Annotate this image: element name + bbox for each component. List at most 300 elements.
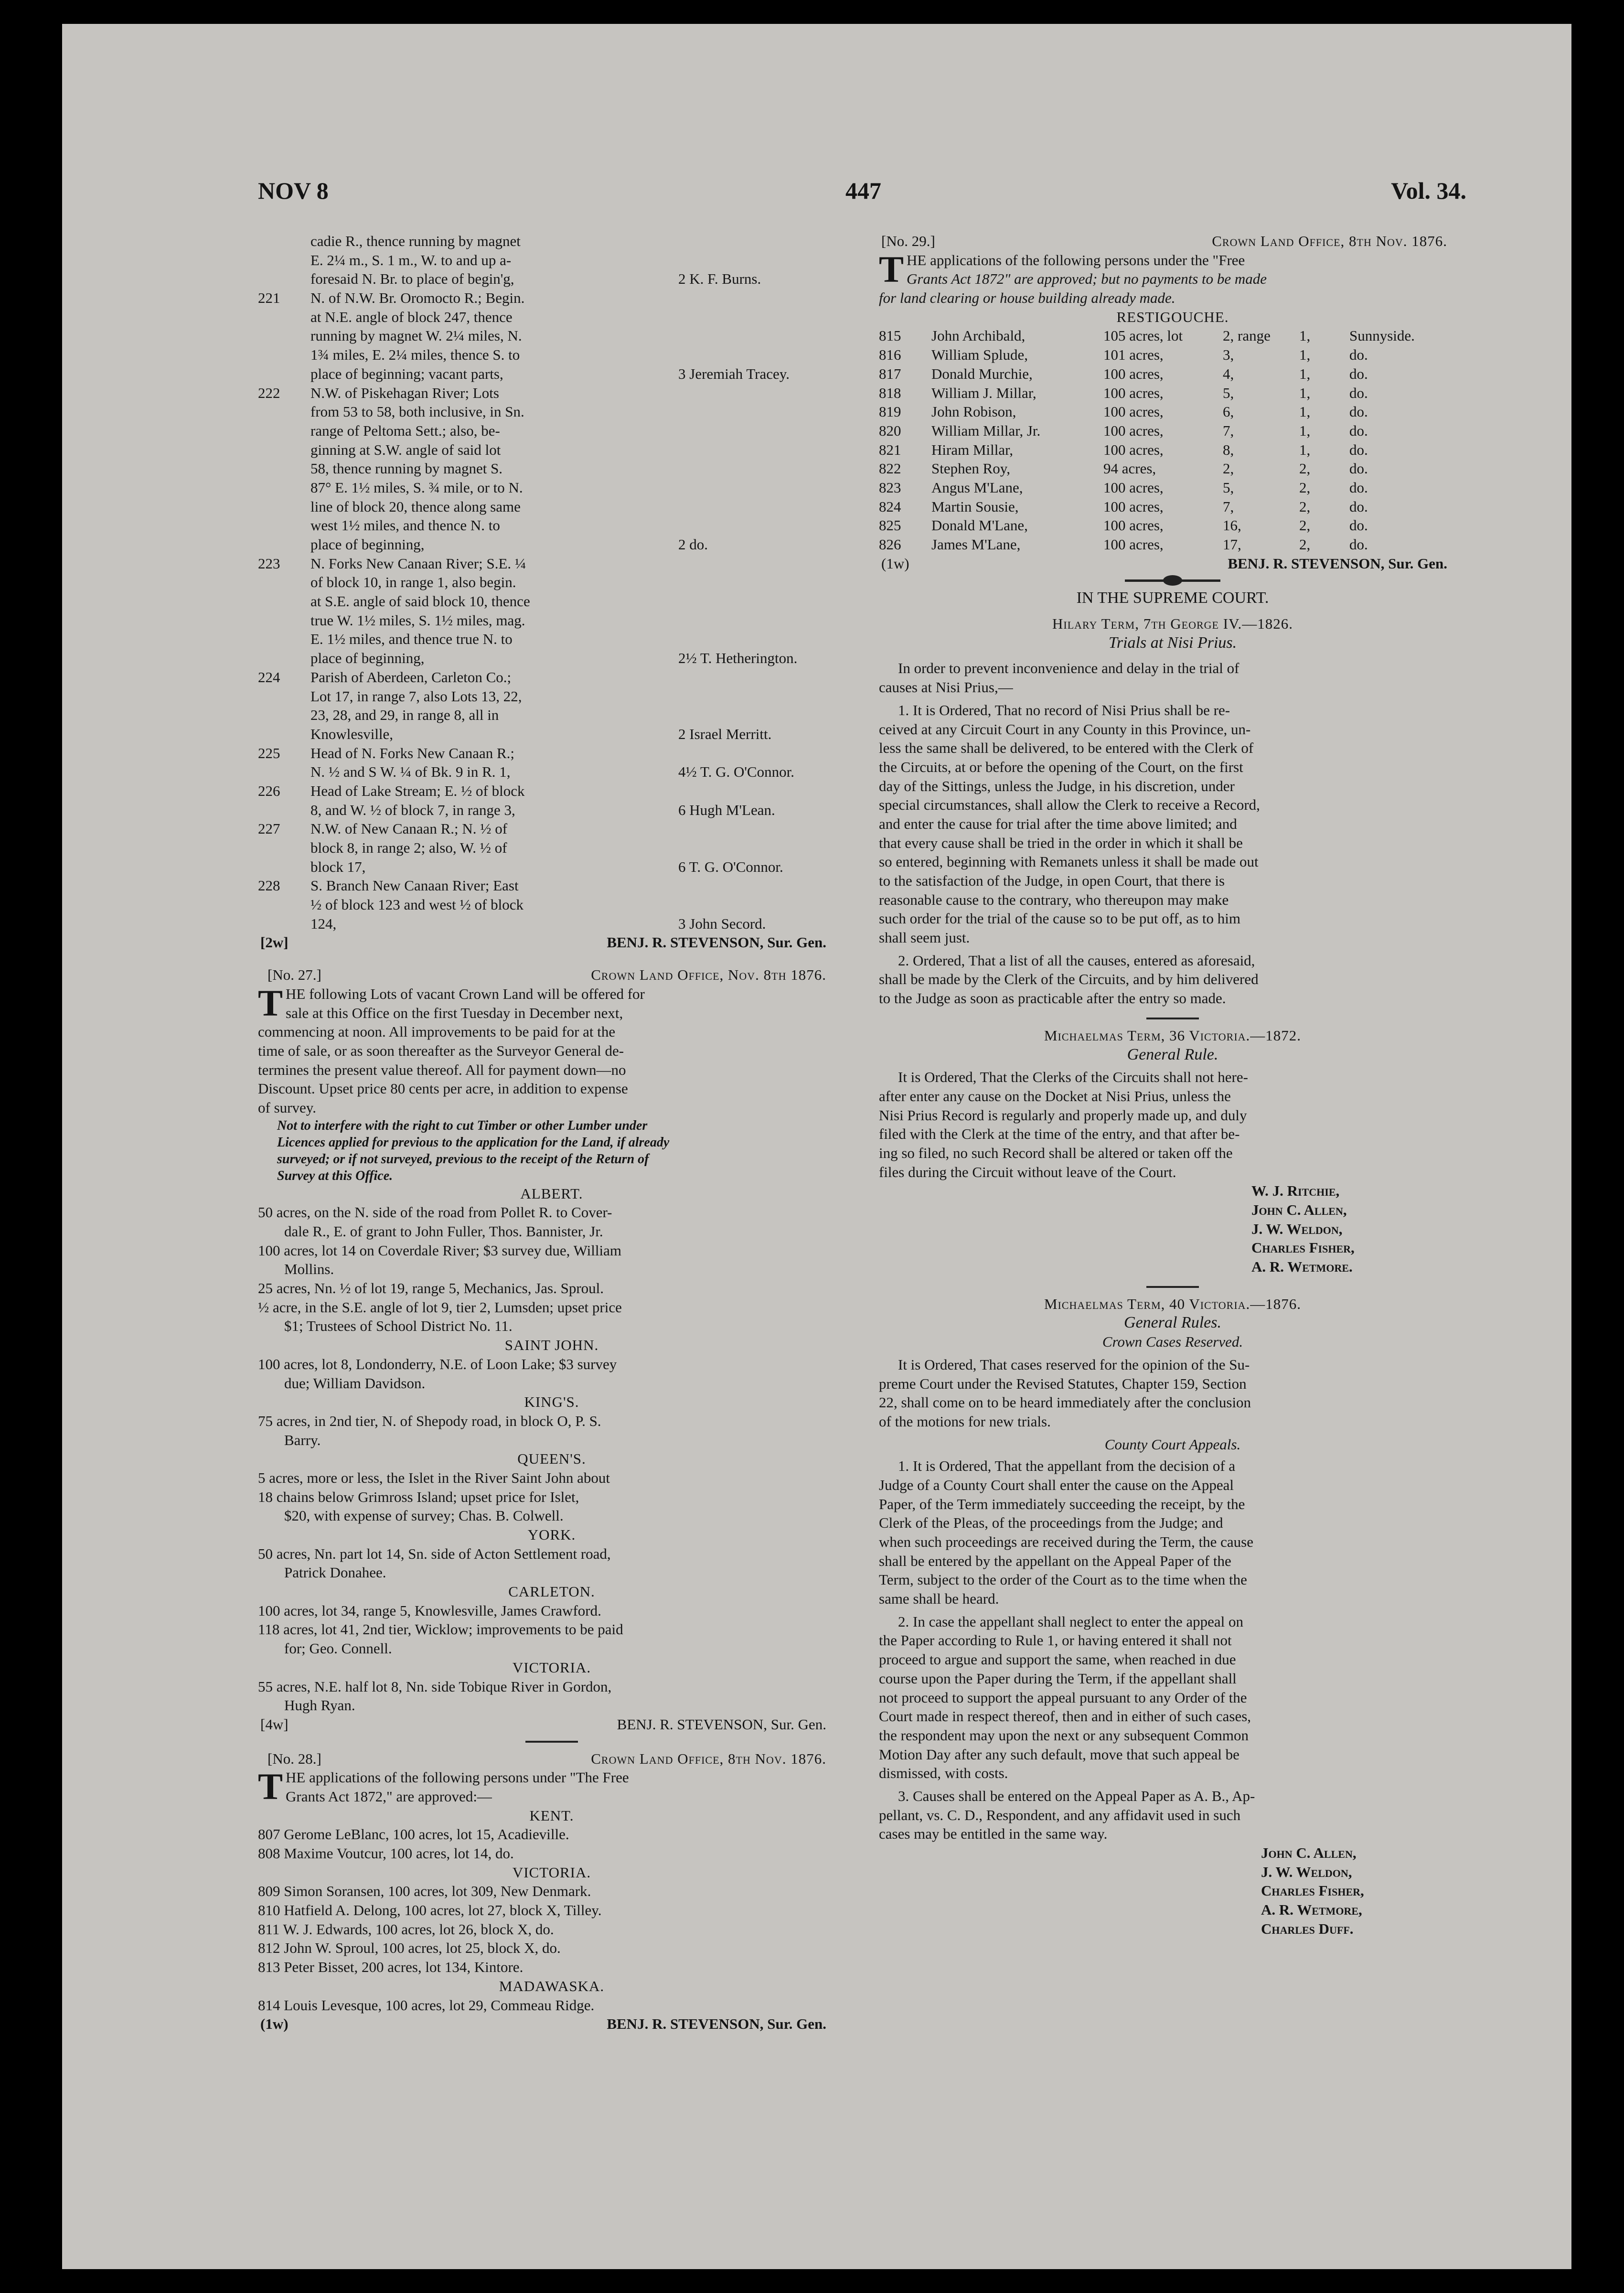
court-intro: [879, 659, 1466, 696]
rule-subheading: Trials at Nisi Prius.: [1108, 633, 1237, 652]
applicant-cell: 94 acres,: [1103, 460, 1156, 477]
text-line: It is Ordered, That cases reserved for the opinion of the Su-: [898, 1356, 1250, 1373]
judges-list: [1261, 1843, 1466, 1938]
notice-body: [879, 248, 1466, 308]
text-line: for; Geo. Connell.: [284, 1640, 392, 1657]
entry-number: 225: [258, 744, 280, 761]
text-line: place of beginning,: [310, 536, 425, 553]
text-line: W. J. Ritchie,: [1251, 1182, 1340, 1200]
applicant-cell: 100 acres,: [1103, 403, 1164, 420]
applicant-cell: 826: [879, 536, 901, 553]
continued-entry: [258, 232, 845, 289]
notice-note: [258, 1117, 845, 1184]
text-line: Nisi Prius Record is regularly and properly made up, and duly: [879, 1106, 1247, 1124]
text-line: place of beginning; vacant parts,: [310, 365, 503, 382]
text-line: Motion Day after any such default, move that such appeal be: [879, 1746, 1239, 1763]
signature-line: [258, 933, 845, 952]
applicant-cell: do.: [1349, 403, 1368, 420]
text-line: 18 chains below Grimross Island; upset price for Islet,: [258, 1488, 579, 1505]
lot-entry: [258, 876, 845, 933]
lot-entry: [258, 668, 845, 744]
applicant-cell: Sunnyside.: [1349, 327, 1415, 344]
text-line: Mollins.: [284, 1261, 334, 1278]
text-line: less the same shall be delivered, to be entered with the Clerk of: [879, 739, 1254, 757]
lot-entry: [258, 744, 845, 782]
signature-line: [258, 1715, 845, 1734]
text-line: to the satisfaction of the Judge, in open Court, that there is: [879, 872, 1225, 889]
entry-description: [310, 384, 673, 554]
applicant-cell: 2,: [1299, 460, 1311, 477]
text-line: causes at Nisi Prius,—: [879, 679, 1013, 696]
text-line: N. ½ and S W. ¼ of Bk. 9 in R. 1,: [310, 763, 511, 781]
county-heading: YORK.: [527, 1526, 576, 1543]
applicant-row: [879, 345, 1466, 364]
text-line: 23, 28, and 29, in range 8, all in: [310, 707, 499, 724]
applicant-cell: do.: [1349, 498, 1368, 515]
text-line: 1. It is Ordered, That the appellant from the decision of a: [898, 1457, 1236, 1475]
text-line: 2. In case the appellant shall neglect to enter the appeal on: [898, 1613, 1244, 1630]
applicant-cell: 824: [879, 498, 901, 515]
text-line: Head of N. Forks New Canaan R.;: [310, 744, 515, 761]
insertion-tag: (1w): [260, 2015, 288, 2033]
applicant-cell: 105 acres, lot: [1103, 327, 1183, 344]
text-line: block 8, in range 2; also, W. ½ of: [310, 839, 507, 856]
entry-description: [310, 782, 673, 819]
text-line: 124,: [310, 915, 337, 932]
applicant-cell: Hiram Millar,: [931, 441, 1013, 458]
text-line: so entered, beginning with Remanets unless it shall be made out: [879, 853, 1259, 870]
text-line: 118 acres, lot 41, 2nd tier, Wicklow; improvements to be paid: [258, 1621, 623, 1638]
text-line: It is Ordered, That the Clerks of the Circuits shall not here-: [898, 1069, 1248, 1086]
applicant-cell: 6,: [1223, 403, 1234, 420]
entry-grantee: 4½ T. G. O'Connor.: [678, 763, 794, 781]
text-line: Not to interfere with the right to cut Timber or other Lumber under: [277, 1118, 648, 1133]
text-line: at S.E. angle of said block 10, thence: [310, 593, 530, 610]
text-line: ginning at S.W. angle of said lot: [310, 441, 501, 458]
text-line: not proceed to support the appeal pursuant to any Order of the: [879, 1689, 1247, 1706]
appeal-rule-2: [879, 1612, 1466, 1783]
applicant-cell: do.: [1349, 536, 1368, 553]
applicant-cell: 823: [879, 479, 901, 496]
text-line: Grants Act 1872" are approved; but no payments to be made: [907, 270, 1267, 288]
rule-subheading: County Court Appeals.: [1104, 1436, 1241, 1453]
text-line: Discount. Upset price 80 cents per acre, in addition to expense: [258, 1080, 628, 1097]
text-line: files during the Circuit without leave of the Court.: [879, 1163, 1176, 1180]
text-line: A. R. Wetmore.: [1251, 1258, 1353, 1275]
applicant-cell: 100 acres,: [1103, 384, 1164, 401]
applicant-cell: 2,: [1299, 498, 1311, 515]
text-line: J. W. Weldon,: [1261, 1863, 1352, 1880]
text-line: 25 acres, Nn. ½ of lot 19, range 5, Mechanics, Jas. Sproul.: [258, 1280, 604, 1297]
lot-entry: [258, 819, 845, 876]
applicant-cell: 100 acres,: [1103, 441, 1164, 458]
entry-number: 226: [258, 782, 280, 799]
text-line: 809 Simon Soransen, 100 acres, lot 309, New Denmark.: [258, 1883, 591, 1900]
text-line: J. W. Weldon,: [1251, 1220, 1343, 1237]
text-line: true W. 1½ miles, S. 1½ miles, mag.: [310, 611, 525, 629]
term-heading: Hilary Term, 7th George IV.—1826.: [1052, 615, 1293, 632]
text-line: cases may be entitled in the same way.: [879, 1825, 1108, 1843]
text-line: 810 Hatfield A. Delong, 100 acres, lot 27, block X, Tilley.: [258, 1902, 602, 1919]
notice-body: [258, 1768, 845, 1806]
signature-line: [258, 2014, 845, 2034]
notice-header: [879, 232, 1466, 251]
text-line: at N.E. angle of block 247, thence: [310, 308, 513, 325]
applicant-row: [879, 402, 1466, 421]
entry-grantee: 6 Hugh M'Lean.: [678, 801, 775, 818]
notice-header: [258, 1749, 845, 1768]
text-line: ceived at any Circuit Court in any County in this Province, un-: [879, 720, 1251, 738]
notice-office: Crown Land Office, Nov. 8th 1876.: [591, 966, 826, 984]
text-line: for land clearing or house building already made.: [879, 289, 1175, 307]
rule-subheading: General Rules.: [1124, 1314, 1221, 1332]
applicant-cell: Stephen Roy,: [931, 460, 1011, 477]
scan-background: [62, 24, 1571, 2269]
applicant-cell: do.: [1349, 517, 1368, 534]
text-line: shall seem just.: [879, 929, 970, 946]
text-line: cadie R., thence running by magnet: [310, 233, 521, 249]
applicant-cell: 1,: [1299, 403, 1311, 420]
text-line: A. R. Wetmore,: [1261, 1901, 1362, 1918]
applicant-cell: do.: [1349, 365, 1368, 382]
text-line: to the Judge as soon as practicable after the entry so made.: [879, 990, 1226, 1007]
text-line: 808 Maxime Voutcur, 100 acres, lot 14, do.: [258, 1845, 514, 1862]
applicant-cell: 1,: [1299, 327, 1311, 344]
text-line: 807 Gerome LeBlanc, 100 acres, lot 15, Acadieville.: [258, 1826, 569, 1843]
applicant-row: [879, 459, 1466, 478]
text-line: 75 acres, in 2nd tier, N. of Shepody road, in block O, P. S.: [258, 1412, 601, 1429]
text-line: Lot 17, in range 7, also Lots 13, 22,: [310, 687, 522, 705]
applicant-cell: 100 acres,: [1103, 498, 1164, 515]
lot-entry: [258, 384, 845, 554]
text-line: Parish of Aberdeen, Carleton Co.;: [310, 668, 512, 686]
text-line: surveyed; or if not surveyed, previous to the receipt of the Return of: [277, 1151, 649, 1167]
county-heading: VICTORIA.: [512, 1659, 591, 1676]
text-line: Judge of a County Court shall enter the cause on the Appeal: [879, 1476, 1234, 1493]
text-line: shall be entered by the appellant on the Appeal Paper of the: [879, 1552, 1231, 1569]
text-line: the Circuits, at or before the opening of the Court, on the first: [879, 758, 1243, 775]
applicant-cell: 1,: [1299, 346, 1311, 364]
drop-cap: T: [879, 248, 904, 290]
applicant-cell: 17,: [1223, 536, 1241, 553]
text-line: 813 Peter Bisset, 200 acres, lot 134, Kintore.: [258, 1959, 524, 1976]
applicant-cell: 101 acres,: [1103, 346, 1164, 364]
text-line: 8, and W. ½ of block 7, in range 3,: [310, 801, 515, 818]
text-line: filed with the Clerk at the time of the entry, and that after be-: [879, 1125, 1240, 1143]
entry-description: [310, 819, 673, 876]
applicant-cell: 100 acres,: [1103, 517, 1164, 534]
section-rule: [525, 1741, 578, 1743]
text-line: S. Branch New Canaan River; East: [310, 877, 519, 894]
appeal-rule-1: [879, 1457, 1466, 1608]
text-line: special circumstances, shall allow the Clerk to receive a Record,: [879, 796, 1260, 814]
applicant-cell: 2,: [1223, 460, 1234, 477]
text-line: 100 acres, lot 14 on Coverdale River; $3 survey due, William: [258, 1242, 621, 1259]
text-line: 812 John W. Sproul, 100 acres, lot 25, block X, do.: [258, 1939, 561, 1957]
text-line: block 17,: [310, 858, 366, 875]
applicant-cell: 815: [879, 327, 901, 344]
applicant-cell: 4,: [1223, 365, 1234, 382]
applicant-cell: 100 acres,: [1103, 365, 1164, 382]
entry-grantee: 2½ T. Hetherington.: [678, 650, 798, 667]
text-line: Term, subject to the order of the Court as to the time when the: [879, 1571, 1247, 1588]
text-line: west 1½ miles, and thence N. to: [310, 517, 500, 534]
text-line: such order for the trial of the cause so to be put off, as to him: [879, 910, 1241, 927]
text-line: and enter the cause for trial after the time above limited; and: [879, 815, 1237, 832]
applicant-cell: 820: [879, 422, 901, 439]
signature-name: BENJ. R. STEVENSON, Sur. Gen.: [1228, 555, 1447, 572]
notice-body: [258, 982, 845, 1117]
text-line: 814 Louis Levesque, 100 acres, lot 29, Commeau Ridge.: [258, 1996, 595, 2014]
applicant-cell: 100 acres,: [1103, 479, 1164, 496]
applicant-row: [879, 421, 1466, 440]
applicant-cell: do.: [1349, 422, 1368, 439]
drop-cap: T: [258, 1766, 283, 1808]
applicant-cell: 2,: [1299, 479, 1311, 496]
text-line: course upon the Paper during the Term, if the appellant shall: [879, 1670, 1237, 1687]
text-line: E. 2¼ m., S. 1 m., W. to and up a-: [310, 251, 512, 268]
text-line: running by magnet W. 2¼ miles, N.: [310, 327, 522, 344]
signature-name: BENJ. R. STEVENSON, Sur. Gen.: [607, 934, 826, 951]
county-heading: CARLETON.: [508, 1583, 595, 1600]
text-line: same shall be heard.: [879, 1590, 999, 1607]
applicant-cell: do.: [1349, 479, 1368, 496]
county-heading: VICTORIA.: [512, 1864, 591, 1881]
lot-entry: [258, 289, 845, 383]
entry-number: 223: [258, 555, 280, 572]
lot-entries: [258, 289, 845, 933]
text-line: John C. Allen,: [1261, 1844, 1357, 1861]
applicant-cell: Martin Sousie,: [931, 498, 1019, 515]
signature-name: BENJ. R. STEVENSON, Sur. Gen.: [617, 1715, 826, 1733]
applicant-row: [879, 384, 1466, 403]
text-line: HE applications of the following persons under "The Free: [286, 1769, 629, 1786]
text-line: reasonable cause to the contrary, who thereupon may make: [879, 891, 1229, 908]
applicant-cell: do.: [1349, 346, 1368, 364]
text-line: due; William Davidson.: [284, 1374, 426, 1392]
left-column: [258, 232, 845, 2034]
text-line: dismissed, with costs.: [879, 1765, 1008, 1782]
applicant-cell: do.: [1349, 460, 1368, 477]
applicant-cell: 2, range: [1223, 327, 1271, 344]
text-line: ing so filed, no such Record shall be altered or taken off the: [879, 1144, 1233, 1161]
court-rule-2: [879, 951, 1466, 1008]
county-heading: KENT.: [529, 1807, 574, 1824]
notice-number: [No. 28.]: [267, 1750, 321, 1767]
text-line: ½ acre, in the S.E. angle of lot 9, tier 2, Lumsden; upset price: [258, 1298, 622, 1316]
applicant-cell: 7,: [1223, 422, 1234, 439]
applicant-table: [879, 326, 1466, 554]
issue-date: NOV 8: [258, 177, 329, 204]
applicant-cell: James M'Lane,: [931, 536, 1021, 553]
text-line: 50 acres, on the N. side of the road from Pollet R. to Cover-: [258, 1204, 612, 1221]
applicant-row: [879, 440, 1466, 460]
text-line: Patrick Donahee.: [284, 1564, 386, 1581]
entry-description: [310, 554, 673, 668]
text-line: Head of Lake Stream; E. ½ of block: [310, 782, 525, 799]
term-heading: Michaelmas Term, 40 Victoria.—1876.: [1044, 1295, 1302, 1312]
text-line: Charles Fisher,: [1261, 1882, 1364, 1899]
applicant-cell: 825: [879, 517, 901, 534]
county-heading: SAINT JOHN.: [504, 1337, 599, 1354]
applicant-cell: 1,: [1299, 422, 1311, 439]
entry-grantee: 2 K. F. Burns.: [678, 270, 761, 288]
text-line: 811 W. J. Edwards, 100 acres, lot 26, block X, do.: [258, 1920, 554, 1938]
judges-list: [1251, 1181, 1466, 1276]
text-line: termines the present value thereof. All for payment down—no: [258, 1061, 626, 1078]
text-line: ½ of block 123 and west ½ of block: [310, 896, 524, 913]
applicant-cell: 822: [879, 460, 901, 477]
text-line: E. 1½ miles, and thence true N. to: [310, 631, 513, 648]
applicant-cell: do.: [1349, 441, 1368, 458]
entry-description: [310, 232, 673, 289]
entry-description: [310, 876, 673, 933]
text-line: 22, shall come on to be heard immediately after the conclusion: [879, 1394, 1251, 1411]
signature-name: BENJ. R. STEVENSON, Sur. Gen.: [607, 2015, 826, 2033]
lot-entry: [258, 782, 845, 819]
court-rule-1: [879, 701, 1466, 947]
notice-sections: [258, 1806, 845, 2015]
text-line: Charles Duff.: [1261, 1920, 1354, 1937]
volume-number: Vol. 34.: [1391, 177, 1466, 204]
text-line: N.W. of Piskehagan River; Lots: [310, 384, 499, 401]
applicant-row: [879, 364, 1466, 384]
text-line: of survey.: [258, 1099, 316, 1116]
applicant-cell: 818: [879, 384, 901, 401]
term-heading: Michaelmas Term, 36 Victoria.—1872.: [1044, 1027, 1302, 1044]
text-line: dale R., E. of grant to John Fuller, Thos. Bannister, Jr.: [284, 1223, 603, 1240]
notice-header: [258, 965, 845, 985]
insertion-tag: [4w]: [260, 1715, 288, 1733]
text-line: 55 acres, N.E. half lot 8, Nn. side Tobique River in Gordon,: [258, 1678, 612, 1695]
applicant-row: [879, 497, 1466, 516]
applicant-cell: Donald Murchie,: [931, 365, 1033, 382]
text-line: from 53 to 58, both inclusive, in Sn.: [310, 403, 524, 420]
applicant-row: [879, 326, 1466, 345]
county-heading: QUEEN'S.: [517, 1450, 586, 1468]
text-line: N. Forks New Canaan River; S.E. ¼: [310, 555, 526, 572]
text-line: after enter any cause on the Docket at Nisi Prius, unless the: [879, 1087, 1231, 1104]
section-rule: [1146, 1018, 1199, 1019]
text-line: of block 10, in range 1, also begin.: [310, 574, 516, 591]
applicant-cell: John Robison,: [931, 403, 1016, 420]
text-line: Knowlesville,: [310, 725, 394, 742]
applicant-cell: 1,: [1299, 441, 1311, 458]
applicant-cell: William Splude,: [931, 346, 1028, 364]
text-line: place of beginning,: [310, 650, 425, 667]
entry-grantee: 6 T. G. O'Connor.: [678, 858, 783, 875]
notice-number: [No. 27.]: [267, 966, 321, 984]
text-line: Survey at this Office.: [277, 1168, 393, 1183]
text-line: 3. Causes shall be entered on the Appeal Paper as A. B., Ap-: [898, 1787, 1255, 1804]
text-line: HE following Lots of vacant Crown Land will be offered for: [286, 985, 645, 1002]
rule-subheading: General Rule.: [1127, 1045, 1218, 1063]
text-line: when such proceedings are received during the Term, the cause: [879, 1533, 1253, 1550]
text-line: the respondent may upon the next or any subsequent Common: [879, 1726, 1249, 1744]
lot-entry: [258, 554, 845, 668]
text-line: $20, with expense of survey; Chas. B. Colwell.: [284, 1507, 564, 1524]
applicant-cell: 8,: [1223, 441, 1234, 458]
text-line: 58, thence running by magnet S.: [310, 460, 503, 477]
text-line: line of block 20, thence along same: [310, 498, 521, 515]
applicant-row: [879, 478, 1466, 497]
applicant-cell: 5,: [1223, 384, 1234, 401]
text-line: range of Peltoma Sett.; also, be-: [310, 422, 500, 439]
text-line: the Paper according to Rule 1, or having entered it shall not: [879, 1632, 1232, 1649]
entry-number: 224: [258, 668, 280, 686]
text-line: proceed to argue and support the same, when reached in due: [879, 1651, 1236, 1668]
entry-number: 221: [258, 289, 280, 307]
applicant-cell: Angus M'Lane,: [931, 479, 1023, 496]
text-line: Grants Act 1872," are approved:—: [286, 1788, 492, 1805]
text-line: N. of N.W. Br. Oromocto R.; Begin.: [310, 289, 525, 307]
applicant-cell: 2,: [1299, 517, 1311, 534]
text-line: sale at this Office on the first Tuesday in December next,: [286, 1004, 623, 1021]
entry-number: 227: [258, 820, 280, 837]
applicant-cell: 100 acres,: [1103, 536, 1164, 553]
applicant-cell: 3,: [1223, 346, 1234, 364]
text-line: 1. It is Ordered, That no record of Nisi Prius shall be re-: [898, 701, 1230, 718]
entry-number: 222: [258, 384, 280, 401]
applicant-cell: William J. Millar,: [931, 384, 1036, 401]
entry-description: [310, 289, 673, 383]
entry-grantee: 3 Jeremiah Tracey.: [678, 365, 790, 382]
appeal-rule-3: [879, 1787, 1466, 1843]
text-line: Clerk of the Pleas, of the proceedings from the Judge; and: [879, 1514, 1223, 1532]
text-line: 87° E. 1½ miles, S. ¾ mile, or to N.: [310, 479, 523, 496]
text-line: 1¾ miles, E. 2¼ miles, thence S. to: [310, 346, 520, 364]
text-line: In order to prevent inconvenience and delay in the trial of: [898, 660, 1239, 677]
general-rule-text: [879, 1068, 1466, 1181]
text-line: pellant, vs. C. D., Respondent, and any affidavit used in such: [879, 1806, 1241, 1823]
insertion-tag: (1w): [881, 555, 909, 572]
notice-office: Crown Land Office, 8th Nov. 1876.: [591, 1750, 826, 1767]
ornamental-rule: [1125, 579, 1220, 582]
page-number: 447: [845, 177, 881, 204]
gazette-page: [258, 134, 1466, 2164]
entry-description: [310, 668, 673, 744]
applicant-cell: Donald M'Lane,: [931, 517, 1028, 534]
text-line: Paper, of the Term immediately succeeding the receipt, by the: [879, 1495, 1245, 1512]
county-heading: ALBERT.: [520, 1185, 583, 1202]
text-line: HE applications of the following persons under the "Free: [907, 251, 1245, 268]
text-line: of the motions for new trials.: [879, 1413, 1051, 1430]
right-column: [879, 232, 1466, 1938]
text-line: 100 acres, lot 34, range 5, Knowlesville, James Crawford.: [258, 1602, 601, 1619]
text-line: preme Court under the Revised Statutes, Chapter 159, Section: [879, 1375, 1247, 1392]
entry-grantee: 2 do.: [678, 536, 708, 553]
entry-grantee: 3 John Secord.: [678, 915, 766, 932]
notice-number: [No. 29.]: [881, 233, 935, 249]
applicant-cell: 1,: [1299, 384, 1311, 401]
applicant-cell: John Archibald,: [931, 327, 1026, 344]
text-line: day of the Sittings, unless the Judge, in his discretion, under: [879, 777, 1235, 794]
applicant-cell: 7,: [1223, 498, 1234, 515]
text-line: Barry.: [284, 1431, 321, 1448]
text-line: 50 acres, Nn. part lot 14, Sn. side of Acton Settlement road,: [258, 1545, 611, 1562]
applicant-cell: 2,: [1299, 536, 1311, 553]
text-line: Charles Fisher,: [1251, 1239, 1355, 1256]
text-line: N.W. of New Canaan R.; N. ½ of: [310, 820, 508, 837]
text-line: time of sale, or as soon thereafter as the Surveyor General de-: [258, 1042, 624, 1059]
notice-sections: [258, 1184, 845, 1715]
applicant-cell: 5,: [1223, 479, 1234, 496]
text-line: shall be made by the Clerk of the Circuits, and by him delivered: [879, 971, 1259, 988]
court-title: IN THE SUPREME COURT.: [1076, 589, 1269, 607]
text-line: commencing at noon. All improvements to be paid for at the: [258, 1023, 616, 1040]
text-line: Court made in respect thereof, then and in either of such cases,: [879, 1708, 1251, 1725]
applicant-cell: 817: [879, 365, 901, 382]
